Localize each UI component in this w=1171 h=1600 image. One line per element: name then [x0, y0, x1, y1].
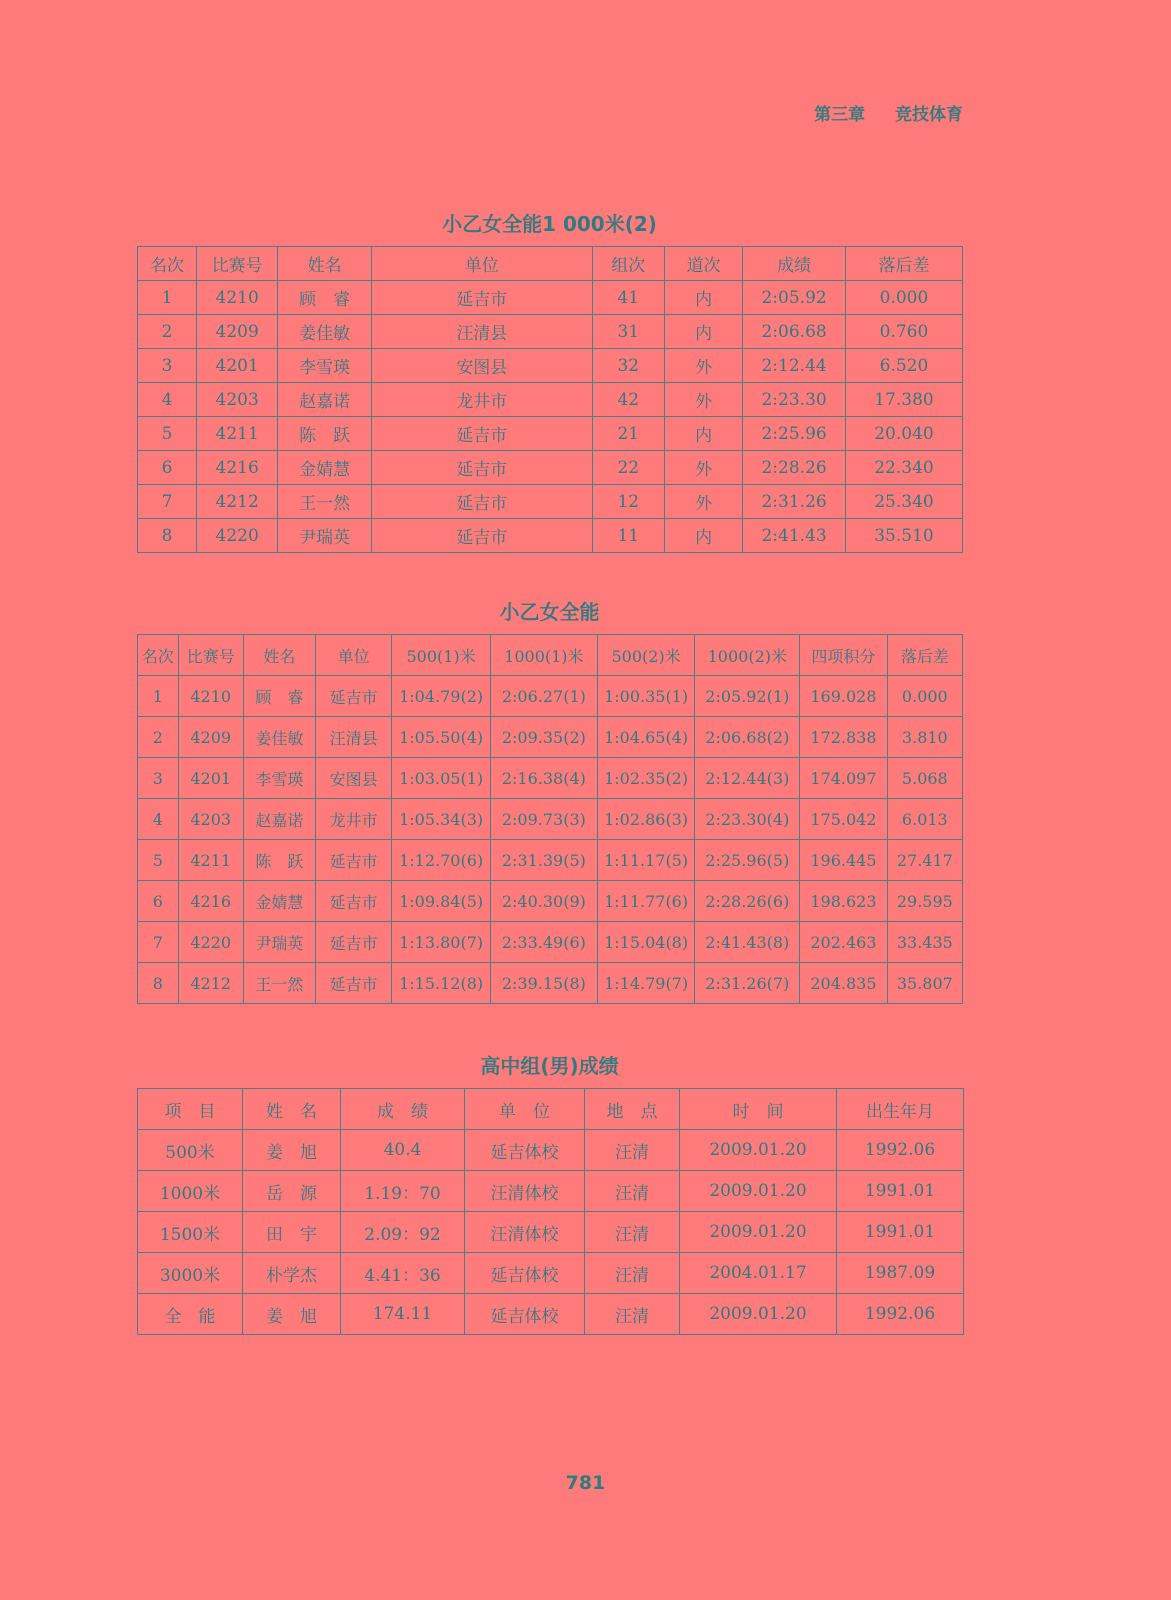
table-cell: 1:04.79(2)	[392, 676, 491, 717]
table-cell: 196.445	[800, 840, 887, 881]
table-cell: 龙井市	[371, 383, 592, 417]
table-row	[138, 840, 963, 881]
table-row	[138, 383, 963, 417]
table-cell: 陈 跃	[278, 417, 372, 451]
table-cell: 延吉市	[371, 519, 592, 553]
table-cell: 1:05.50(4)	[392, 717, 491, 758]
column-header: 1000(2)米	[695, 635, 800, 676]
table-cell: 22.340	[845, 451, 962, 485]
table-3-title: 高中组(男)成绩	[480, 1054, 619, 1078]
table-cell: 4210	[197, 281, 278, 315]
table-cell: 全 能	[138, 1294, 243, 1335]
table-cell: 王一然	[243, 963, 315, 1004]
table-cell: 4209	[178, 717, 243, 758]
table-cell: 朴学杰	[243, 1253, 341, 1294]
table-cell: 延吉市	[316, 676, 392, 717]
table-cell: 2:06.68(2)	[695, 717, 800, 758]
page-number: 781	[565, 1472, 606, 1494]
header-row	[138, 635, 963, 676]
table-cell: 1992.06	[837, 1294, 964, 1335]
table-cell: 顾 睿	[278, 281, 372, 315]
table-row	[138, 281, 963, 315]
table-cell: 174.097	[800, 758, 887, 799]
table-cell: 2:25.96(5)	[695, 840, 800, 881]
table-cell: 17.380	[845, 383, 962, 417]
column-header: 比赛号	[197, 247, 278, 281]
table-cell: 汪清县	[316, 717, 392, 758]
table-cell: 40.4	[341, 1130, 465, 1171]
table-cell: 姜 旭	[243, 1294, 341, 1335]
table-cell: 1.19：70	[341, 1171, 465, 1212]
column-header: 姓名	[243, 635, 315, 676]
table-cell: 2:23.30(4)	[695, 799, 800, 840]
table-cell: 赵嘉诺	[278, 383, 372, 417]
table-cell: 2:31.26(7)	[695, 963, 800, 1004]
column-header: 单位	[316, 635, 392, 676]
table-row	[138, 881, 963, 922]
table-cell: 赵嘉诺	[243, 799, 315, 840]
table-cell: 1:09.84(5)	[392, 881, 491, 922]
table-cell: 内	[664, 315, 742, 349]
table-cell: 外	[664, 451, 742, 485]
table-cell: 姜佳敏	[278, 315, 372, 349]
table-cell: 1:02.86(3)	[597, 799, 695, 840]
table-cell: 22	[592, 451, 664, 485]
table-cell: 4	[138, 799, 179, 840]
table-cell: 2:39.15(8)	[490, 963, 597, 1004]
table-cell: 4203	[178, 799, 243, 840]
table-cell: 汪清	[585, 1171, 680, 1212]
table-row	[138, 676, 963, 717]
table-cell: 姜 旭	[243, 1130, 341, 1171]
column-header: 道次	[664, 247, 742, 281]
table-cell: 2009.01.20	[680, 1171, 837, 1212]
table-cell: 尹瑞英	[278, 519, 372, 553]
table-cell: 延吉市	[371, 417, 592, 451]
column-header: 出生年月	[837, 1089, 964, 1130]
table-cell: 5	[138, 840, 179, 881]
table-cell: 顾 睿	[243, 676, 315, 717]
table-cell: 1000米	[138, 1171, 243, 1212]
table-cell: 1987.09	[837, 1253, 964, 1294]
table-cell: 1:04.65(4)	[597, 717, 695, 758]
table-row	[138, 451, 963, 485]
table-cell: 2.09：92	[341, 1212, 465, 1253]
running-header	[814, 100, 963, 125]
header-row	[138, 1089, 964, 1130]
table-cell: 3	[138, 349, 197, 383]
table-row	[138, 963, 963, 1004]
table-cell: 2:31.26	[743, 485, 846, 519]
table-cell: 4.41：36	[341, 1253, 465, 1294]
table-cell: 6.520	[845, 349, 962, 383]
table-cell: 0.760	[845, 315, 962, 349]
table-cell: 2:23.30	[743, 383, 846, 417]
column-header: 组次	[592, 247, 664, 281]
column-header: 落后差	[887, 635, 962, 676]
table-cell: 延吉市	[316, 881, 392, 922]
column-header: 成 绩	[341, 1089, 465, 1130]
table-cell: 175.042	[800, 799, 887, 840]
table-cell: 2:41.43(8)	[695, 922, 800, 963]
table-row	[138, 799, 963, 840]
table-cell: 5	[138, 417, 197, 451]
table-cell: 6	[138, 881, 179, 922]
table-cell: 汪清	[585, 1130, 680, 1171]
table-cell: 8	[138, 963, 179, 1004]
table-cell: 1991.01	[837, 1212, 964, 1253]
table-cell: 4211	[197, 417, 278, 451]
table-cell: 1:13.80(7)	[392, 922, 491, 963]
table-row	[138, 1253, 964, 1294]
table-row	[138, 485, 963, 519]
table-cell: 延吉市	[316, 922, 392, 963]
table-cell: 延吉市	[316, 963, 392, 1004]
results-table-1000m-2	[137, 246, 963, 553]
table-cell: 延吉市	[316, 840, 392, 881]
table-cell: 6.013	[887, 799, 962, 840]
table-cell: 安图县	[371, 349, 592, 383]
table-cell: 4209	[197, 315, 278, 349]
table-cell: 2004.01.17	[680, 1253, 837, 1294]
table-cell: 1:02.35(2)	[597, 758, 695, 799]
table-cell: 1:11.77(6)	[597, 881, 695, 922]
table-cell: 李雪瑛	[278, 349, 372, 383]
table-cell: 7	[138, 485, 197, 519]
column-header: 项 目	[138, 1089, 243, 1130]
table-cell: 田 宇	[243, 1212, 341, 1253]
table-cell: 2:09.73(3)	[490, 799, 597, 840]
table-cell: 204.835	[800, 963, 887, 1004]
table-cell: 2:06.68	[743, 315, 846, 349]
table-cell: 4201	[197, 349, 278, 383]
table-cell: 金婧慧	[243, 881, 315, 922]
table-2-title: 小乙女全能	[499, 600, 600, 624]
table-row	[138, 315, 963, 349]
table-cell: 35.807	[887, 963, 962, 1004]
table-cell: 4212	[197, 485, 278, 519]
table-cell: 2:09.35(2)	[490, 717, 597, 758]
table-cell: 1:14.79(7)	[597, 963, 695, 1004]
table-cell: 12	[592, 485, 664, 519]
column-header: 落后差	[845, 247, 962, 281]
table-cell: 2:25.96	[743, 417, 846, 451]
table-cell: 198.623	[800, 881, 887, 922]
table-cell: 0.000	[887, 676, 962, 717]
table-cell: 2:40.30(9)	[490, 881, 597, 922]
table-cell: 岳 源	[243, 1171, 341, 1212]
table-cell: 4216	[178, 881, 243, 922]
table-cell: 4	[138, 383, 197, 417]
table-cell: 2:28.26(6)	[695, 881, 800, 922]
table-cell: 王一然	[278, 485, 372, 519]
table-cell: 内	[664, 281, 742, 315]
table-cell: 外	[664, 383, 742, 417]
table-cell: 1:03.05(1)	[392, 758, 491, 799]
table-cell: 31	[592, 315, 664, 349]
table-cell: 延吉体校	[465, 1130, 585, 1171]
table-cell: 11	[592, 519, 664, 553]
table-cell: 21	[592, 417, 664, 451]
table-cell: 7	[138, 922, 179, 963]
table-cell: 3	[138, 758, 179, 799]
column-header: 四项积分	[800, 635, 887, 676]
table-cell: 2:31.39(5)	[490, 840, 597, 881]
table-cell: 汪清	[585, 1294, 680, 1335]
table-cell: 汪清体校	[465, 1171, 585, 1212]
table-cell: 2:12.44(3)	[695, 758, 800, 799]
table-cell: 35.510	[845, 519, 962, 553]
table-row	[138, 758, 963, 799]
table-row	[138, 1130, 964, 1171]
table-cell: 2009.01.20	[680, 1212, 837, 1253]
table-cell: 1992.06	[837, 1130, 964, 1171]
table-cell: 延吉市	[371, 451, 592, 485]
table-cell: 2:06.27(1)	[490, 676, 597, 717]
table-row	[138, 417, 963, 451]
table-cell: 5.068	[887, 758, 962, 799]
table-row	[138, 349, 963, 383]
chapter-label: 第三章	[814, 105, 866, 125]
table-cell: 2:41.43	[743, 519, 846, 553]
table-cell: 1:05.34(3)	[392, 799, 491, 840]
table-cell: 4220	[178, 922, 243, 963]
table-cell: 33.435	[887, 922, 962, 963]
table-cell: 169.028	[800, 676, 887, 717]
table-cell: 外	[664, 349, 742, 383]
table-cell: 2:16.38(4)	[490, 758, 597, 799]
column-header: 比赛号	[178, 635, 243, 676]
table-cell: 0.000	[845, 281, 962, 315]
table-cell: 4201	[178, 758, 243, 799]
table-cell: 32	[592, 349, 664, 383]
table-cell: 汪清县	[371, 315, 592, 349]
table-cell: 29.595	[887, 881, 962, 922]
table-cell: 4212	[178, 963, 243, 1004]
table-cell: 2:05.92(1)	[695, 676, 800, 717]
table-cell: 41	[592, 281, 664, 315]
table-cell: 1:11.17(5)	[597, 840, 695, 881]
table-row	[138, 1294, 964, 1335]
table-cell: 3.810	[887, 717, 962, 758]
table-cell: 172.838	[800, 717, 887, 758]
table-cell: 1:00.35(1)	[597, 676, 695, 717]
table-cell: 姜佳敏	[243, 717, 315, 758]
column-header: 1000(1)米	[490, 635, 597, 676]
table-row	[138, 1212, 964, 1253]
records-table-highschool-boys	[137, 1088, 964, 1335]
table-cell: 外	[664, 485, 742, 519]
table-cell: 李雪瑛	[243, 758, 315, 799]
table-cell: 1500米	[138, 1212, 243, 1253]
table-1-title: 小乙女全能1 000米(2)	[442, 212, 657, 236]
table-cell: 4203	[197, 383, 278, 417]
table-cell: 2:05.92	[743, 281, 846, 315]
table-cell: 1:15.12(8)	[392, 963, 491, 1004]
table-cell: 2009.01.20	[680, 1130, 837, 1171]
header-row	[138, 247, 963, 281]
table-cell: 500米	[138, 1130, 243, 1171]
table-cell: 延吉市	[371, 485, 592, 519]
section-label: 竞技体育	[895, 105, 963, 125]
table-cell: 内	[664, 519, 742, 553]
table-cell: 174.11	[341, 1294, 465, 1335]
table-cell: 汪清体校	[465, 1212, 585, 1253]
table-row	[138, 922, 963, 963]
table-cell: 内	[664, 417, 742, 451]
table-cell: 20.040	[845, 417, 962, 451]
table-cell: 2009.01.20	[680, 1294, 837, 1335]
table-cell: 4210	[178, 676, 243, 717]
table-cell: 2:33.49(6)	[490, 922, 597, 963]
table-cell: 202.463	[800, 922, 887, 963]
table-cell: 汪清	[585, 1212, 680, 1253]
table-cell: 尹瑞英	[243, 922, 315, 963]
column-header: 地 点	[585, 1089, 680, 1130]
table-cell: 2:28.26	[743, 451, 846, 485]
table-cell: 1:15.04(8)	[597, 922, 695, 963]
table-cell: 延吉体校	[465, 1294, 585, 1335]
column-header: 名次	[138, 635, 179, 676]
table-cell: 2	[138, 717, 179, 758]
table-cell: 1:12.70(6)	[392, 840, 491, 881]
results-table-allround	[137, 634, 963, 1004]
column-header: 姓 名	[243, 1089, 341, 1130]
table-row	[138, 1171, 964, 1212]
column-header: 单位	[371, 247, 592, 281]
table-cell: 4216	[197, 451, 278, 485]
table-cell: 延吉市	[371, 281, 592, 315]
table-cell: 1991.01	[837, 1171, 964, 1212]
table-cell: 42	[592, 383, 664, 417]
column-header: 名次	[138, 247, 197, 281]
table-row	[138, 519, 963, 553]
column-header: 姓名	[278, 247, 372, 281]
column-header: 成绩	[743, 247, 846, 281]
table-cell: 龙井市	[316, 799, 392, 840]
column-header: 时 间	[680, 1089, 837, 1130]
table-cell: 6	[138, 451, 197, 485]
table-cell: 25.340	[845, 485, 962, 519]
column-header: 单 位	[465, 1089, 585, 1130]
table-cell: 4220	[197, 519, 278, 553]
column-header: 500(1)米	[392, 635, 491, 676]
table-cell: 3000米	[138, 1253, 243, 1294]
table-cell: 1	[138, 281, 197, 315]
table-cell: 延吉体校	[465, 1253, 585, 1294]
table-cell: 8	[138, 519, 197, 553]
table-cell: 安图县	[316, 758, 392, 799]
table-cell: 陈 跃	[243, 840, 315, 881]
table-cell: 1	[138, 676, 179, 717]
table-cell: 2:12.44	[743, 349, 846, 383]
table-cell: 27.417	[887, 840, 962, 881]
table-cell: 4211	[178, 840, 243, 881]
table-cell: 汪清	[585, 1253, 680, 1294]
table-cell: 金婧慧	[278, 451, 372, 485]
column-header: 500(2)米	[597, 635, 695, 676]
table-cell: 2	[138, 315, 197, 349]
table-row	[138, 717, 963, 758]
